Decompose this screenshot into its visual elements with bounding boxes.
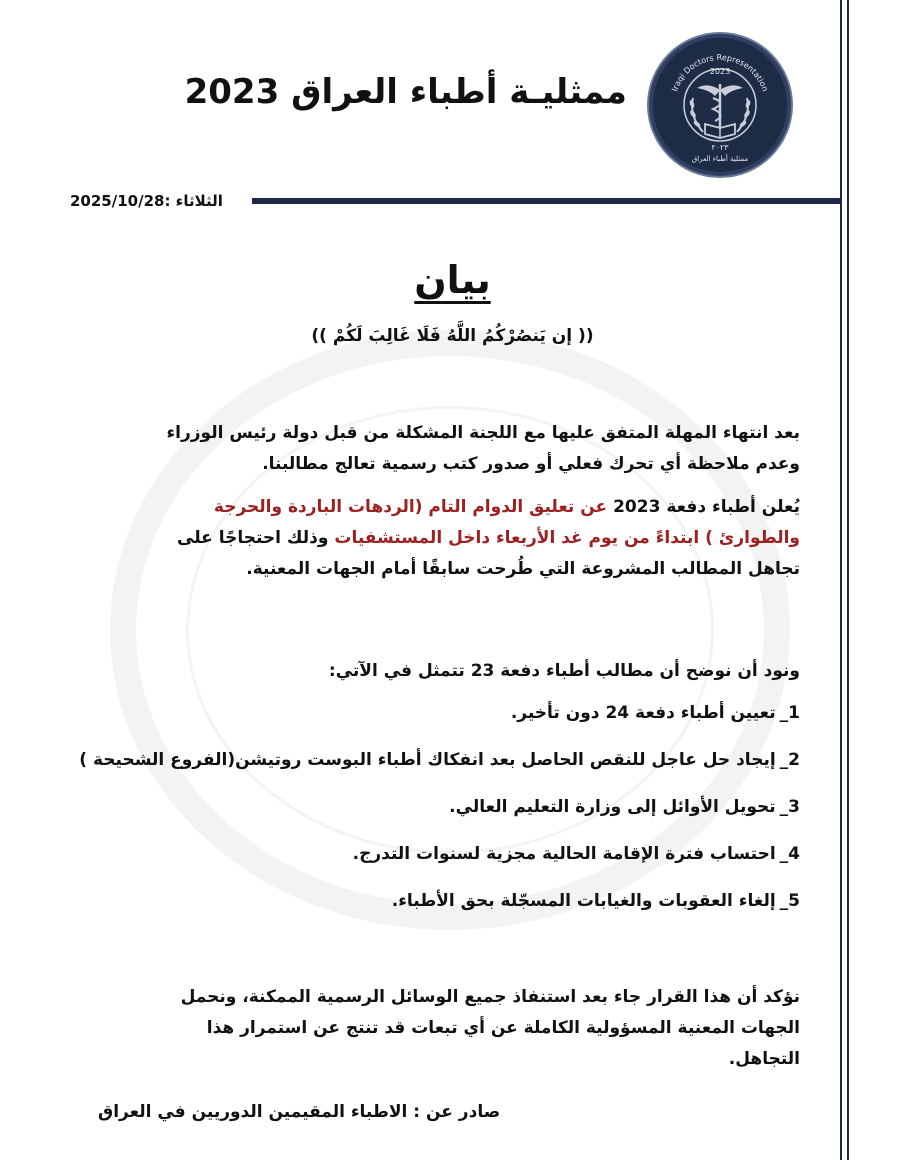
right-border-line-inner (847, 0, 849, 1160)
paragraph-announcement (130, 492, 800, 585)
header-divider (252, 198, 840, 204)
announcement-highlight: عن تعليق الدوام التام (الردهات الباردة والحرجة والطوارئ ) ابتداءً من يوم غد الأربعاء داخل المستشفيات (213, 497, 800, 548)
organization-title: ممثليـة أطباء العراق 2023 (184, 72, 627, 112)
demand-text: تعيين أطباء دفعة 24 دون تأخير. (510, 703, 776, 723)
logo-year-top: 2023 (709, 67, 731, 76)
logo-text-bottom: ممثلية أطباء العراق (691, 155, 749, 163)
paragraph-intro: بعد انتهاء المهلة المتفق عليها مع اللجنة المشكلة من قبل دولة رئيس الوزراء وعدم ملاحظة أي تحرك فعلي أو صدور كتب رسمية تعالج مطالبنا. (166, 423, 800, 474)
caduceus-book-icon (653, 38, 787, 172)
demand-number: 4_ (779, 844, 800, 864)
demand-number: 2_ (779, 750, 800, 770)
logo-text-top: Iraqi Doctors Representation (670, 52, 770, 93)
demand-item (100, 797, 800, 844)
demand-text: إيجاد حل عاجل للنقص الحاصل بعد انفكاك أطباء البوست روتيشن(الفروع الشحيحة ) (79, 750, 776, 770)
demand-number: 5_ (779, 891, 800, 911)
demands-intro: ونود أن نوضح أن مطالب أطباء دفعة 23 تتمثل في الآتي: (328, 661, 800, 681)
document-date: الثلاثاء :2025/10/28 (70, 192, 223, 210)
paragraph-closing: نؤكد أن هذا القرار جاء بعد استنفاذ جميع الوسائل الرسمية الممكنة، ونحمل الجهات المعنية المسؤولية الكاملة عن أي تبعات قد تنتج عن استمرار هذا التجاهل. (180, 987, 800, 1069)
demand-text: احتساب فترة الإقامة الحالية مجزية لسنوات التدرج. (352, 844, 776, 864)
demand-item (100, 703, 800, 750)
demand-item (100, 844, 800, 891)
demand-number: 1_ (779, 703, 800, 723)
demand-number: 3_ (779, 797, 800, 817)
demands-list (79, 703, 800, 938)
issuer-signature-line: صادر عن : الاطباء المقيمين الدوريين في العراق (98, 1102, 501, 1122)
demand-item (100, 891, 800, 938)
demand-text: إلغاء العقوبات والغيابات المسجّلة بحق الأطباء. (391, 891, 776, 911)
right-border-line (840, 0, 842, 1160)
quranic-verse: (( إن يَنصُرْكُمُ اللَّهُ فَلَا غَالِبَ لَكُمْ )) (311, 326, 594, 346)
statement-title: بيان (414, 258, 491, 302)
demand-item (79, 750, 800, 797)
demand-text: تحويل الأوائل إلى وزارة التعليم العالي. (449, 797, 776, 817)
logo-year-bottom: ٢٠٢٣ (711, 143, 729, 152)
announcement-lead: يُعلن أطباء دفعة 2023 (607, 497, 800, 517)
announcement-tail: وذلك احتجاجًا على تجاهل المطالب المشروعة التي طُرحت سابقًا أمام الجهات المعنية. (177, 528, 800, 579)
organization-logo (649, 34, 791, 176)
